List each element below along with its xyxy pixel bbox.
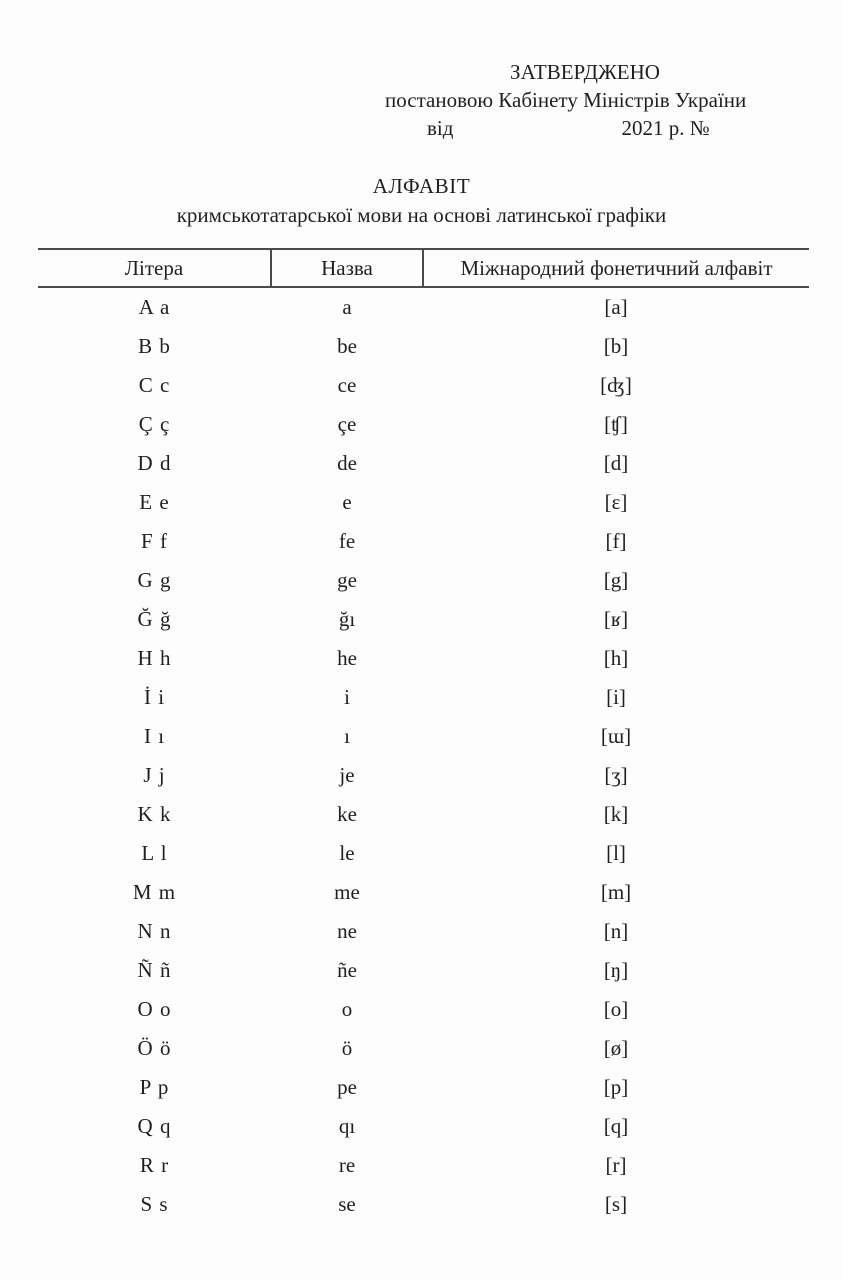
- name-cell: re: [338, 1153, 356, 1177]
- table-row: [38, 1185, 809, 1224]
- alphabet-table-body: [38, 287, 809, 1224]
- table-row: [38, 483, 809, 522]
- letter-cell: R r: [139, 1153, 170, 1177]
- letter-cell: M m: [132, 880, 177, 904]
- table-row: [38, 561, 809, 600]
- table-row: [38, 990, 809, 1029]
- name-cell: a: [342, 295, 352, 319]
- ipa-cell: [f]: [605, 529, 627, 553]
- alphabet-table-head: [38, 249, 809, 287]
- letter-cell: N n: [137, 919, 172, 943]
- document-title: АЛФАВІТ: [372, 174, 471, 198]
- name-cell: ö: [341, 1036, 353, 1060]
- letter-cell: Ö ö: [137, 1036, 172, 1060]
- table-row: [38, 1107, 809, 1146]
- table-row: [38, 522, 809, 561]
- table-row: [38, 873, 809, 912]
- name-cell: ı: [344, 724, 350, 748]
- name-cell: fe: [338, 529, 356, 553]
- name-cell: ne: [337, 919, 357, 943]
- table-row: [38, 795, 809, 834]
- ipa-cell: [p]: [603, 1075, 629, 1099]
- table-row: [38, 1146, 809, 1185]
- name-cell: ce: [337, 373, 357, 397]
- ipa-cell: [k]: [603, 802, 629, 826]
- table-row: [38, 912, 809, 951]
- letter-cell: F f: [141, 529, 168, 553]
- name-cell: çe: [337, 412, 357, 436]
- ipa-cell: [o]: [603, 997, 629, 1021]
- approval-stamp-text: ЗАТВЕРДЖЕНО: [510, 60, 660, 84]
- letter-cell: B b: [138, 334, 171, 358]
- name-cell: o: [341, 997, 353, 1021]
- name-cell: he: [337, 646, 357, 670]
- ipa-cell: [m]: [600, 880, 632, 904]
- ipa-cell: [n]: [603, 919, 629, 943]
- name-cell: e: [342, 490, 352, 514]
- document-subtitle: кримськотатарської мови на основі латинської графіки: [176, 203, 667, 227]
- ipa-cell: [ʒ]: [604, 763, 628, 787]
- letter-cell: C c: [138, 373, 171, 397]
- ipa-cell: [l]: [606, 841, 626, 865]
- ipa-cell: [s]: [604, 1192, 628, 1216]
- title-block: [0, 172, 843, 230]
- letter-cell: G g: [137, 568, 172, 592]
- header-letter-column: Літера: [38, 249, 271, 287]
- letter-cell: Ñ ñ: [137, 958, 172, 982]
- ipa-cell: [ɛ]: [604, 490, 628, 514]
- table-row: [38, 405, 809, 444]
- name-cell: ğı: [338, 607, 356, 631]
- ipa-cell: [h]: [603, 646, 629, 670]
- ipa-cell: [q]: [603, 1114, 629, 1138]
- name-cell: pe: [337, 1075, 357, 1099]
- ipa-cell: [ø]: [603, 1036, 629, 1060]
- table-row: [38, 1068, 809, 1107]
- header-ipa-column: Міжнародний фонетичний алфавіт: [423, 249, 809, 287]
- name-cell: le: [339, 841, 355, 865]
- ipa-cell: [g]: [603, 568, 629, 592]
- name-cell: de: [337, 451, 357, 475]
- table-row: [38, 327, 809, 366]
- name-cell: qı: [338, 1114, 356, 1138]
- ipa-cell: [ŋ]: [603, 958, 629, 982]
- alphabet-table: [38, 248, 809, 1224]
- table-row: [38, 1029, 809, 1068]
- letter-cell: Ğ ğ: [137, 607, 172, 631]
- letter-cell: H h: [137, 646, 172, 670]
- letter-cell: Q q: [137, 1114, 172, 1138]
- approval-block: [385, 58, 785, 142]
- name-cell: i: [344, 685, 350, 709]
- letter-cell: A a: [138, 295, 171, 319]
- letter-cell: E e: [139, 490, 170, 514]
- letter-cell: J j: [143, 763, 166, 787]
- approval-year-number: 2021 р. №: [621, 116, 710, 140]
- approval-authority-text: постановою Кабінету Міністрів України: [385, 88, 747, 112]
- ipa-cell: [r]: [605, 1153, 627, 1177]
- letter-cell: Ç ç: [138, 412, 171, 436]
- approval-date-prefix: від: [427, 116, 454, 140]
- name-cell: be: [337, 334, 357, 358]
- ipa-cell: [ʧ]: [604, 412, 628, 436]
- name-cell: je: [339, 763, 355, 787]
- table-row: [38, 639, 809, 678]
- ipa-cell: [i]: [606, 685, 626, 709]
- table-row: [38, 366, 809, 405]
- ipa-cell: [ʁ]: [603, 607, 629, 631]
- table-row: [38, 678, 809, 717]
- table-row: [38, 444, 809, 483]
- name-cell: ke: [337, 802, 357, 826]
- table-row: [38, 951, 809, 990]
- letter-cell: K k: [137, 802, 172, 826]
- letter-cell: P p: [139, 1075, 170, 1099]
- name-cell: ge: [337, 568, 357, 592]
- letter-cell: S s: [140, 1192, 169, 1216]
- table-row: [38, 717, 809, 756]
- header-name-column: Назва: [271, 249, 423, 287]
- ipa-cell: [d]: [603, 451, 629, 475]
- table-row: [38, 287, 809, 327]
- ipa-cell: [a]: [604, 295, 628, 319]
- letter-cell: O o: [137, 997, 172, 1021]
- ipa-cell: [b]: [603, 334, 629, 358]
- ipa-cell: [ʤ]: [600, 373, 632, 397]
- name-cell: ñe: [337, 958, 357, 982]
- ipa-cell: [ɯ]: [600, 724, 632, 748]
- name-cell: me: [334, 880, 360, 904]
- letter-cell: L l: [141, 841, 168, 865]
- letter-cell: I ı: [143, 724, 166, 748]
- letter-cell: D d: [137, 451, 172, 475]
- table-row: [38, 834, 809, 873]
- table-row: [38, 600, 809, 639]
- letter-cell: İ i: [143, 685, 166, 709]
- approval-date-line: [385, 114, 785, 142]
- name-cell: se: [338, 1192, 356, 1216]
- header-row: [38, 249, 809, 287]
- table-row: [38, 756, 809, 795]
